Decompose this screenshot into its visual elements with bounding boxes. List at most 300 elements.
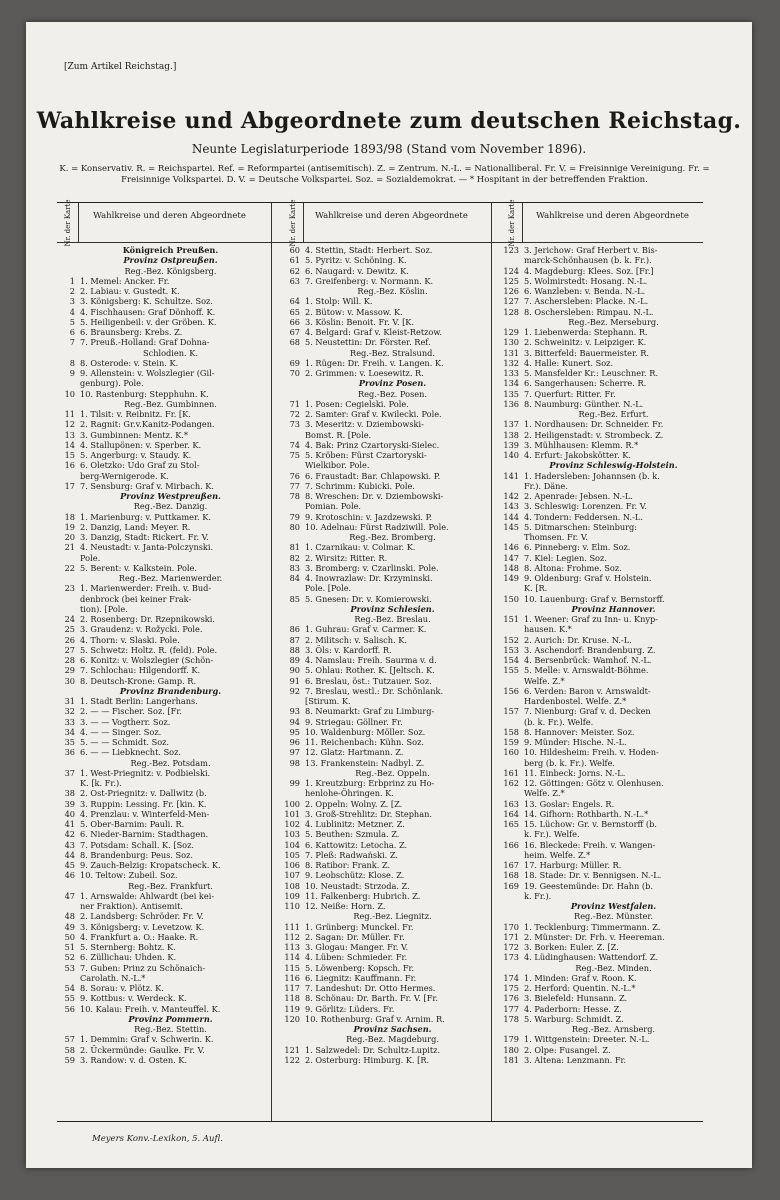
map-number: 18 xyxy=(64,511,75,522)
map-number: 104 xyxy=(284,839,300,850)
district-heading xyxy=(501,911,703,921)
constituency-entry: 2. Aurich: Dr. Kruse. N.-L. xyxy=(524,634,632,645)
constituency-entry: 7. Potsdam: Schall. K. [Soz. xyxy=(80,839,195,850)
constituency-entry: Reg.-Bez. Frankfurt. xyxy=(128,880,213,891)
table-row xyxy=(57,583,261,593)
constituency-entry: 10. Hildesheim: Freih. v. Hoden- xyxy=(524,747,659,758)
map-number: 94 xyxy=(289,716,300,727)
table-row xyxy=(282,788,480,798)
constituency-entry: Reg.-Bez. Münster. xyxy=(574,911,653,922)
map-number: 148 xyxy=(503,562,519,573)
table-row xyxy=(282,778,480,788)
map-number: 102 xyxy=(284,819,300,829)
map-number: 101 xyxy=(284,808,300,819)
map-number: 122 xyxy=(284,1054,300,1065)
map-number: 142 xyxy=(503,491,519,501)
district-heading xyxy=(282,389,480,399)
map-number: 123 xyxy=(503,245,519,255)
constituency-entry: 2. Bütow: v. Massow. K. xyxy=(305,306,403,317)
table-row xyxy=(501,450,703,460)
table-row xyxy=(282,922,480,932)
map-number: 161 xyxy=(503,767,519,778)
constituency-entry: 3. Groß-Strehlitz: Dr. Stephan. xyxy=(305,808,432,819)
constituency-entry: Pole. xyxy=(80,552,101,563)
table-row xyxy=(501,860,703,870)
map-number: 38 xyxy=(64,788,75,799)
constituency-entry: 4. Prenzlau: v. Winterfeld-Men- xyxy=(80,808,210,819)
constituency-entry: 6. — — Liebknecht. Soz. xyxy=(80,747,182,758)
constituency-entry: 4. Inowrazlaw: Dr. Krzyminski. xyxy=(305,573,433,583)
table-row xyxy=(57,1055,261,1065)
province-heading xyxy=(501,901,703,911)
map-number: 81 xyxy=(289,542,300,553)
constituency-entry: 2. Olpe: Fusangel. Z. xyxy=(524,1044,611,1055)
map-number: 119 xyxy=(284,1003,300,1014)
table-row xyxy=(501,788,703,798)
map-number xyxy=(282,583,303,593)
constituency-entry: 10. Waldenburg: Möller. Soz. xyxy=(305,726,426,737)
map-number: 128 xyxy=(503,306,519,317)
map-number: 160 xyxy=(503,747,519,758)
constituency-entry: 1. Posen: Cegielski. Pole. xyxy=(305,398,409,409)
constituency-entry: Provinz Ostpreußen. xyxy=(123,255,218,266)
table-row xyxy=(57,296,261,306)
map-number: 86 xyxy=(289,624,300,635)
province-heading xyxy=(282,378,480,388)
map-number xyxy=(57,553,78,563)
map-number: 45 xyxy=(64,860,75,870)
map-number: 74 xyxy=(289,439,300,450)
map-number: 96 xyxy=(289,737,300,747)
constituency-entry: 3. Glogau: Manger. Fr. V. xyxy=(305,942,409,952)
map-number: 62 xyxy=(289,265,300,276)
map-number xyxy=(57,901,78,911)
map-number: 147 xyxy=(503,552,519,563)
table-row xyxy=(282,901,480,911)
map-number: 33 xyxy=(64,716,75,727)
table-row xyxy=(282,829,480,839)
constituency-entry: 3. Mühlhausen: Klemm. R.* xyxy=(524,439,639,450)
table-row xyxy=(57,829,261,839)
constituency-entry: 5. Heiligenbeil: v. der Gröben. K. xyxy=(80,316,217,327)
constituency-entry: 17. Harburg: Müller. R. xyxy=(524,860,622,870)
table-row xyxy=(501,542,703,552)
constituency-entry: 12. Neiße: Horn. Z. xyxy=(305,901,386,911)
map-number xyxy=(57,348,78,358)
constituency-entry: K. [R. xyxy=(524,583,548,594)
constituency-entry: 8. Schönau: Dr. Barth. Fr. V. [Fr. xyxy=(305,993,439,1004)
table-row xyxy=(57,1034,261,1044)
num-header-3: Nr. der Karte xyxy=(501,203,523,242)
map-number: 63 xyxy=(289,275,300,286)
table-row xyxy=(282,307,480,317)
table-row xyxy=(501,829,703,839)
table-row xyxy=(501,840,703,850)
map-number: 64 xyxy=(289,296,300,307)
table-row xyxy=(57,307,261,317)
constituency-entry: 8. Deutsch-Krone: Gamp. R. xyxy=(80,675,197,686)
constituency-entry: 5. Warburg: Schmidt. Z. xyxy=(524,1013,624,1024)
constituency-entry: 19. Geestemünde: Dr. Hahn (b. xyxy=(524,880,653,891)
map-number: 107 xyxy=(284,870,300,881)
constituency-entry: Provinz Sachsen. xyxy=(353,1024,432,1034)
constituency-entry: 16. Bleckede: Freih. v. Wangen- xyxy=(524,839,656,850)
table-row xyxy=(501,624,703,634)
constituency-entry: 6. Konitz: v. Wolszlegier (Schön- xyxy=(80,655,214,665)
map-number xyxy=(57,491,78,501)
map-number: 41 xyxy=(64,819,75,829)
constituency-entry: [Stirum. K. xyxy=(305,696,351,706)
constituency-entry: 5. — — Schmidt. Soz. xyxy=(80,737,170,747)
map-number xyxy=(282,788,303,798)
map-number: 144 xyxy=(503,511,519,522)
map-number: 80 xyxy=(289,521,300,532)
map-number: 158 xyxy=(503,726,519,737)
map-number: 42 xyxy=(64,829,75,840)
map-number xyxy=(501,460,522,470)
map-number: 35 xyxy=(64,737,75,747)
constituency-entry: Provinz Posen. xyxy=(358,378,427,389)
map-number: 27 xyxy=(64,644,75,655)
map-number: 120 xyxy=(284,1013,300,1024)
constituency-entry: 4. Namslau: Freih. Saurma v. d. xyxy=(305,655,437,665)
table-column-1 xyxy=(57,203,261,1121)
constituency-entry: 9. Oldenburg: Graf v. Holstein. xyxy=(524,573,652,583)
map-number: 84 xyxy=(289,573,300,583)
map-number xyxy=(501,532,522,542)
constituency-entry: 2. Heiligenstadt: v. Strombeck. Z. xyxy=(524,429,664,440)
constituency-entry: 8. Neumarkt: Graf zu Limburg- xyxy=(305,706,435,717)
table-row xyxy=(501,799,703,809)
constituency-entry: 10. Teltow: Zubeil. Soz. xyxy=(80,870,178,881)
table-row xyxy=(57,952,261,962)
map-number: 57 xyxy=(64,1034,75,1045)
constituency-entry: K. [k. Fr.). xyxy=(80,778,122,788)
constituency-entry: 6. Braunsberg: Krebs. Z. xyxy=(80,327,183,337)
map-number: 117 xyxy=(284,983,300,993)
map-number: 60 xyxy=(289,245,300,255)
table-row xyxy=(282,368,480,378)
text-header-2: Wahlkreise und deren Abgeordnete xyxy=(315,211,468,221)
table-row xyxy=(282,563,480,573)
map-number: 105 xyxy=(284,849,300,860)
table-row xyxy=(282,696,480,706)
table-row xyxy=(57,368,261,378)
constituency-entry: 5. Berent: v. Kalkstein. Pole. xyxy=(80,562,198,573)
map-number: 177 xyxy=(503,1003,519,1014)
constituency-entry: 5. Schwetz: Holtz. R. (feld). Pole. xyxy=(80,644,218,655)
table-row xyxy=(501,932,703,942)
table-row xyxy=(501,491,703,501)
table-row xyxy=(282,409,480,419)
district-heading xyxy=(57,399,261,409)
map-number xyxy=(57,973,78,983)
table-row xyxy=(282,850,480,860)
map-number: 28 xyxy=(64,655,75,665)
constituency-entry: 2. Herford: Quentin. N.-L.* xyxy=(524,983,636,993)
constituency-entry: 7. Nienburg: Graf v. d. Decken xyxy=(524,706,651,717)
table-row xyxy=(282,624,480,634)
map-number: 88 xyxy=(289,644,300,655)
map-number: 116 xyxy=(284,972,300,983)
map-number: 21 xyxy=(64,542,75,553)
table-row xyxy=(282,296,480,306)
map-number xyxy=(501,829,522,839)
constituency-entry: 2. Oppeln: Wolny. Z. [Z. xyxy=(305,798,403,809)
constituency-entry: 4. — — Singer. Soz. xyxy=(80,726,162,737)
map-number xyxy=(501,1024,522,1034)
constituency-entry: Reg.-Bez. Liegnitz. xyxy=(353,911,432,922)
constituency-entry: 3. Graudenz: v. Rožycki. Pole. xyxy=(80,624,203,635)
map-number: 130 xyxy=(503,337,519,348)
map-number: 132 xyxy=(503,357,519,368)
table-row xyxy=(57,635,261,645)
table-row xyxy=(57,983,261,993)
constituency-entry: 6. Wanzleben: v. Benda. N.-L. xyxy=(524,286,646,296)
table-row xyxy=(501,737,703,747)
constituency-table xyxy=(57,198,703,1122)
constituency-entry: 1. West-Priegnitz: v. Podbielski. xyxy=(80,767,211,778)
map-number: 58 xyxy=(64,1044,75,1055)
constituency-entry: 6. Naugard: v. Dewitz. K. xyxy=(305,265,409,276)
map-number: 153 xyxy=(503,644,519,655)
constituency-entry: Reg.-Bez. Posen. xyxy=(357,388,428,399)
map-number: 3 xyxy=(69,296,75,307)
map-number xyxy=(57,573,78,583)
map-number: 178 xyxy=(503,1013,519,1024)
map-number xyxy=(57,501,78,511)
constituency-entry: 9. Leobschütz: Klose. Z. xyxy=(305,870,405,881)
table-row xyxy=(57,276,261,286)
table-row xyxy=(57,378,261,388)
table-row xyxy=(501,573,703,583)
constituency-entry: 6. Fraustadt: Bar. Chlapowski. P. xyxy=(305,470,441,481)
table-row xyxy=(501,655,703,665)
map-number: 136 xyxy=(503,398,519,409)
map-number: 56 xyxy=(64,1003,75,1014)
table-row xyxy=(501,419,703,429)
map-number: 113 xyxy=(284,942,300,952)
constituency-entry: 3. Danzig, Stadt: Rickert. Fr. V. xyxy=(80,532,209,542)
constituency-entry: 7. Preuß.-Holland: Graf Dohna- xyxy=(80,337,210,348)
map-number: 12 xyxy=(64,419,75,430)
map-number: 133 xyxy=(503,368,519,378)
table-row xyxy=(57,594,261,604)
constituency-entry: Provinz Schlesien. xyxy=(350,603,435,614)
constituency-entry: 4. Belgard: Graf v. Kleist-Retzow. xyxy=(305,327,442,337)
constituency-entry: 5. Löwenberg: Kopsch. Fr. xyxy=(305,962,415,973)
map-number xyxy=(501,901,522,911)
table-row xyxy=(501,389,703,399)
table-row xyxy=(501,993,703,1003)
table-row xyxy=(57,1004,261,1014)
constituency-entry: Pomian. Pole. xyxy=(305,501,362,512)
constituency-entry: 14. Gifhorn: Rothbarth. N.-L.* xyxy=(524,808,649,819)
table-row xyxy=(57,850,261,860)
table-row xyxy=(501,891,703,901)
table-row xyxy=(282,1014,480,1024)
map-number xyxy=(57,604,78,614)
table-row xyxy=(501,850,703,860)
map-number: 47 xyxy=(64,890,75,901)
map-number xyxy=(57,1024,78,1034)
constituency-entry: Reg.-Bez. Stralsund. xyxy=(350,347,435,358)
constituency-entry: 9. Kottbus: v. Werdeck. K. xyxy=(80,993,187,1004)
constituency-entry: 5. Melle: v. Arnswaldt-Böhme. xyxy=(524,665,649,676)
table-column-3 xyxy=(501,203,703,1121)
map-number: 7 xyxy=(69,337,75,348)
map-number: 30 xyxy=(64,675,75,686)
constituency-entry: Provinz Brandenburg. xyxy=(119,685,222,696)
constituency-entry: 11. Reichenbach: Kühn. Soz. xyxy=(305,737,424,747)
constituency-entry: 5. Ohlau: Rother. K. [Jeltsch. K. xyxy=(305,665,435,676)
constituency-entry: 3. Köslin: Benoit. Fr. V. [K. xyxy=(305,316,414,327)
constituency-entry: 5. Gnesen: Dr. v. Komierowski. xyxy=(305,593,432,604)
province-heading xyxy=(282,1024,480,1034)
map-number: 118 xyxy=(284,993,300,1004)
constituency-entry: 8. Sorau: v. Plötz. K. xyxy=(80,983,164,993)
table-row xyxy=(57,286,261,296)
table-row xyxy=(282,881,480,891)
constituency-entry: 5. Beuthen: Szmula. Z. xyxy=(305,829,400,840)
table-row xyxy=(501,758,703,768)
table-row xyxy=(57,747,261,757)
district-heading xyxy=(57,573,261,583)
constituency-entry: 1. Liebenwerda: Stephann. R. xyxy=(524,327,648,337)
table-row xyxy=(501,922,703,932)
map-number: 17 xyxy=(64,480,75,491)
map-number: 115 xyxy=(284,962,300,973)
map-number: 173 xyxy=(503,952,519,963)
table-row xyxy=(57,665,261,675)
constituency-entry: Bomst. R. [Pole. xyxy=(305,429,372,440)
constituency-entry: 15. Lüchow: Gr. v. Bernstorff (b. xyxy=(524,819,657,829)
map-number: 176 xyxy=(503,993,519,1004)
constituency-entry: berg (b. k. Fr.). Welfe. xyxy=(524,757,616,768)
constituency-entry: 6. Kattowitz: Letocha. Z. xyxy=(305,839,408,850)
constituency-entry: 5. Neustettin: Dr. Förster. Ref. xyxy=(305,337,431,348)
constituency-entry: 7. Kiel: Legien. Soz. xyxy=(524,552,607,563)
map-number: 156 xyxy=(503,685,519,696)
map-number: 126 xyxy=(503,286,519,296)
table-row xyxy=(57,430,261,440)
map-number xyxy=(282,614,303,624)
map-number xyxy=(282,604,303,614)
constituency-entry: 5. Pyritz: v. Schöning. K. xyxy=(305,255,407,266)
table-row xyxy=(501,696,703,706)
table-row xyxy=(501,348,703,358)
map-number: 8 xyxy=(69,357,75,368)
table-row xyxy=(501,266,703,276)
map-number: 103 xyxy=(284,829,300,840)
table-row xyxy=(501,245,703,255)
map-number xyxy=(57,266,78,276)
table-row xyxy=(57,993,261,1003)
constituency-entry: 3. Aschendorf: Brandenburg. Z. xyxy=(524,644,656,655)
map-number: 131 xyxy=(503,347,519,358)
map-number: 112 xyxy=(284,931,300,942)
table-row xyxy=(501,583,703,593)
map-number: 54 xyxy=(64,983,75,993)
constituency-entry: Reg.-Bez. Magdeburg. xyxy=(346,1034,439,1045)
constituency-entry: 7. Aschersleben: Placke. N.-L. xyxy=(524,296,649,307)
constituency-entry: 7. Sensburg: Graf v. Mirbach. K. xyxy=(80,480,215,491)
map-number xyxy=(57,245,78,255)
map-number: 44 xyxy=(64,849,75,860)
map-number: 48 xyxy=(64,911,75,922)
constituency-entry: 1. Weener: Graf zu Inn- u. Knyp- xyxy=(524,614,659,624)
table-row xyxy=(501,778,703,788)
table-row xyxy=(57,440,261,450)
map-number xyxy=(501,676,522,686)
map-number: 121 xyxy=(284,1044,300,1055)
constituency-entry: (b. k. Fr.). Welfe. xyxy=(524,716,594,727)
constituency-entry: 3. Königsberg: K. Schultze. Soz. xyxy=(80,296,213,307)
table-row xyxy=(282,747,480,757)
table-row xyxy=(282,266,480,276)
constituency-entry: Reg.-Bez. Erfurt. xyxy=(578,409,649,419)
constituency-entry: 1. Marienburg: v. Puttkamer. K. xyxy=(80,511,211,522)
table-row xyxy=(282,450,480,460)
table-row xyxy=(57,645,261,655)
district-heading xyxy=(282,1034,480,1044)
constituency-entry: Welfe. Z.* xyxy=(524,788,565,799)
constituency-entry: 5. Ditmarschen: Steinburg: xyxy=(524,521,638,532)
map-number xyxy=(57,594,78,604)
table-row xyxy=(282,758,480,768)
table-row xyxy=(282,676,480,686)
constituency-entry: 8. Brandenburg: Peus. Soz. xyxy=(80,849,194,860)
constituency-entry: 7. Landeshut: Dr. Otto Hermes. xyxy=(305,983,436,993)
table-row xyxy=(501,563,703,573)
map-number: 164 xyxy=(503,808,519,819)
table-row xyxy=(282,542,480,552)
map-number: 125 xyxy=(503,275,519,286)
table-row xyxy=(282,327,480,337)
constituency-entry: 5. Angerburg: v. Staudy. K. xyxy=(80,450,192,460)
map-number: 31 xyxy=(64,696,75,706)
map-number: 22 xyxy=(64,562,75,573)
constituency-entry: hausen. K.* xyxy=(524,624,572,635)
constituency-entry: 3. Borken: Euler. Z. [Z. xyxy=(524,942,619,952)
constituency-entry: 9. Zauch-Belzig: Kropatscheck. K. xyxy=(80,860,221,870)
map-number: 91 xyxy=(289,675,300,686)
map-number: 97 xyxy=(289,747,300,758)
table-row xyxy=(501,553,703,563)
table-row xyxy=(57,358,261,368)
table-row xyxy=(57,481,261,491)
page-title: Wahlkreise und Abgeordnete zum deutschen Reichstag. xyxy=(36,108,742,134)
constituency-entry: 9. Striegau: Göllner. Fr. xyxy=(305,716,403,727)
map-number: 53 xyxy=(64,962,75,973)
table-row xyxy=(282,973,480,983)
constituency-entry: Reg.-Bez. Arnsberg. xyxy=(571,1024,656,1034)
district-heading xyxy=(282,348,480,358)
map-number xyxy=(282,1024,303,1034)
map-number: 110 xyxy=(284,901,300,911)
table-row xyxy=(282,337,480,347)
map-number xyxy=(501,583,522,593)
constituency-entry: 2. Sagan: Dr. Müller. Fr. xyxy=(305,931,405,942)
constituency-entry: 3. Bromberg: v. Czarlinski. Pole. xyxy=(305,562,439,573)
table-row xyxy=(282,706,480,716)
constituency-entry: 6. Pinneberg: v. Elm. Soz. xyxy=(524,542,631,553)
constituency-entry: Reg.-Bez. Breslau. xyxy=(354,614,431,624)
table-row xyxy=(501,440,703,450)
map-number xyxy=(282,378,303,388)
map-number: 49 xyxy=(64,921,75,932)
constituency-entry: 4. Erfurt: Jakobskötter. K. xyxy=(524,450,631,460)
